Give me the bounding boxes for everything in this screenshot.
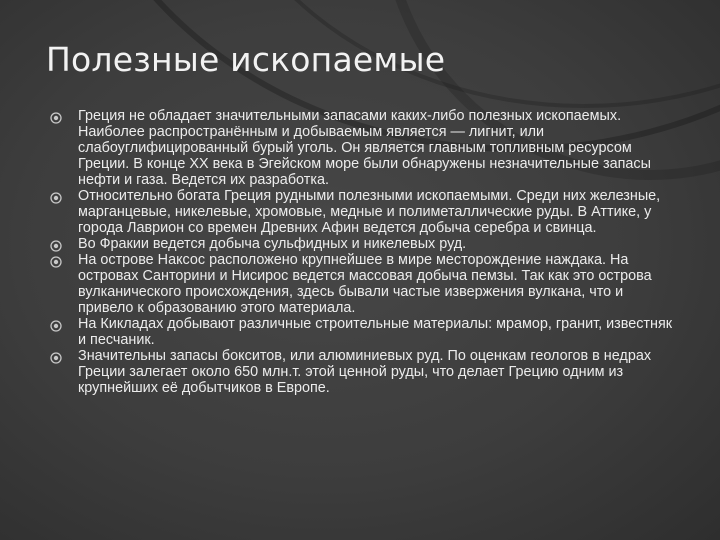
- bullet-item: [46, 252, 682, 316]
- bullet-text: Значительны запасы бокситов, или алюминиевых руд. По оценкам геологов в недрах Греции залегает около 650 млн.т. этой ценной руды, что делает Грецию одним из крупнейших её добытчиков в Европе.: [78, 348, 652, 396]
- circle-target-icon: [50, 352, 62, 364]
- bullet-text: Относительно богата Греция рудными полезными ископаемыми. Среди них железные, марганцевые, никелевые, хромовые, медные и полиметаллические руды. В Аттике, у города Лаврион со времен Древних Афин ведется добыча серебра и свинца.: [78, 188, 661, 236]
- circle-target-icon: [50, 192, 62, 204]
- circle-target-icon: [50, 256, 62, 268]
- bullet-item: [46, 348, 682, 396]
- bullet-item: [46, 108, 682, 188]
- bullet-item: [46, 188, 682, 236]
- bullet-list: [46, 108, 682, 396]
- circle-target-icon: [50, 240, 62, 252]
- bullet-text: На Кикладах добывают различные строительные материалы: мрамор, гранит, известняк и песчаник.: [78, 316, 673, 348]
- slide-title: Полезные ископаемые: [46, 40, 446, 79]
- bullet-text: Греция не обладает значительными запасами каких-либо полезных ископаемых. Наиболее распространённым и добываемым является — лигнит, или слабоуглифицированный бурый уголь. Он является главным топливным ресурсом Греции. В конце XX века в Эгейском море были обнаружены незначительные запасы нефти и газа. Ведется их разработка.: [78, 108, 651, 188]
- bullet-text: Во Фракии ведется добыча сульфидных и никелевых руд.: [78, 236, 467, 252]
- bullet-item: [46, 316, 682, 348]
- circle-target-icon: [50, 320, 62, 332]
- bullet-text: На острове Наксос расположено крупнейшее в мире месторождение наждака. На островах Санторини и Нисирос ведется массовая добыча пемзы. Так как это острова вулканического происхождения, здесь бывали частые извержения вулкана, что и привело к образованию этого материала.: [78, 252, 652, 316]
- circle-target-icon: [50, 112, 62, 124]
- bullet-item: [46, 236, 682, 252]
